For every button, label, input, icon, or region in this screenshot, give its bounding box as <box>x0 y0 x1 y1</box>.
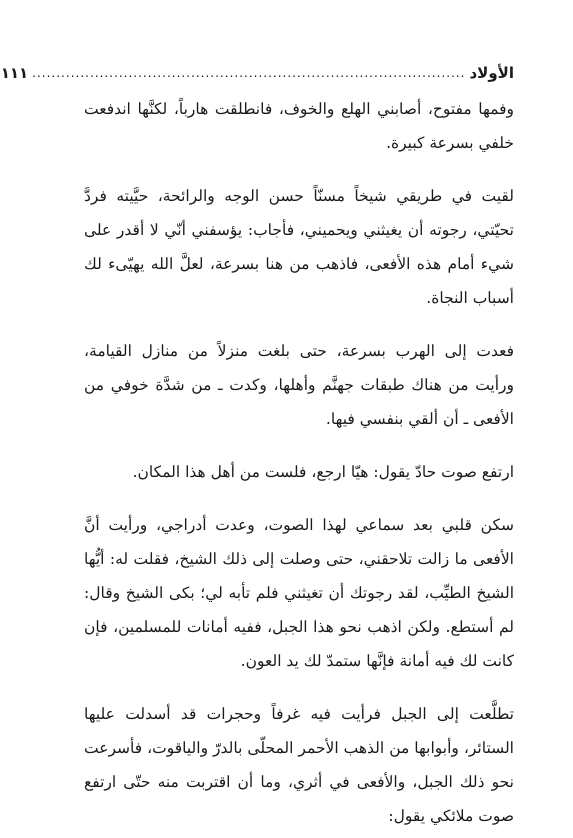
running-header <box>0 58 514 82</box>
dot-leader: .......................................................................................... <box>32 66 466 80</box>
paragraph: تطلَّعت إلى الجبل فرأيت فيه غرفاً وحجرات قد أسدلت عليها الستائر، وأبوابها من الذهب الأحمر المحلّى بالدرّ والياقوت، فأسرعت نحو ذلك الجبل، والأفعى في أثري، وما أن اقتربت منه حتّى ارتفع صوت ملائكي يقول: <box>84 705 514 825</box>
body-text <box>84 92 514 833</box>
paragraph: لقيت في طريقي شيخاً مسنّاً حسن الوجه والرائحة، حيَّيته فردَّ تحيّتي، رجوته أن يغيثني ويحميني، فأجاب: يؤسفني أنّي لا أقدر على شيء أمام هذه الأفعى، فاذهب من هنا بسرعة، لعلَّ الله يهيّىء لك أسباب النجاة. <box>84 187 514 307</box>
paragraph: فعدت إلى الهرب بسرعة، حتى بلغت منزلاً من منازل القيامة، ورأيت من هناك طبقات جهنَّم وأهلها، وكدت ـ من شدَّة خوفي من الأفعى ـ أن ألقي بنفسي فيها. <box>84 342 514 428</box>
paragraph: ارتفع صوت حادّ يقول: هيّا ارجع، فلست من أهل هذا المكان. <box>132 463 514 481</box>
chapter-title: الأولاد <box>469 64 514 82</box>
paragraph: وفمها مفتوح، أصابني الهلع والخوف، فانطلقت هارباً، لكنَّها اندفعت خلفي بسرعة كبيرة. <box>84 100 514 152</box>
page-number: ١١١ <box>0 64 29 82</box>
paragraph: سكن قلبي بعد سماعي لهذا الصوت، وعدت أدراجي، ورأيت أنَّ الأفعى ما زالت تلاحقني، حتى وصلت إلى ذلك الشيخ، فقلت له: أيُّها الشيخ الطيِّب، لقد رجوتك أن تغيثني فلم تأبه لي؛ بكى الشيخ وقال: لم أستطع. ولكن اذهب نحو هذا الجبل، ففيه أمانات للمسلمين، فإن كانت لك فيه أمانة فإنَّها ستمدّ لك يد العون. <box>84 516 514 670</box>
